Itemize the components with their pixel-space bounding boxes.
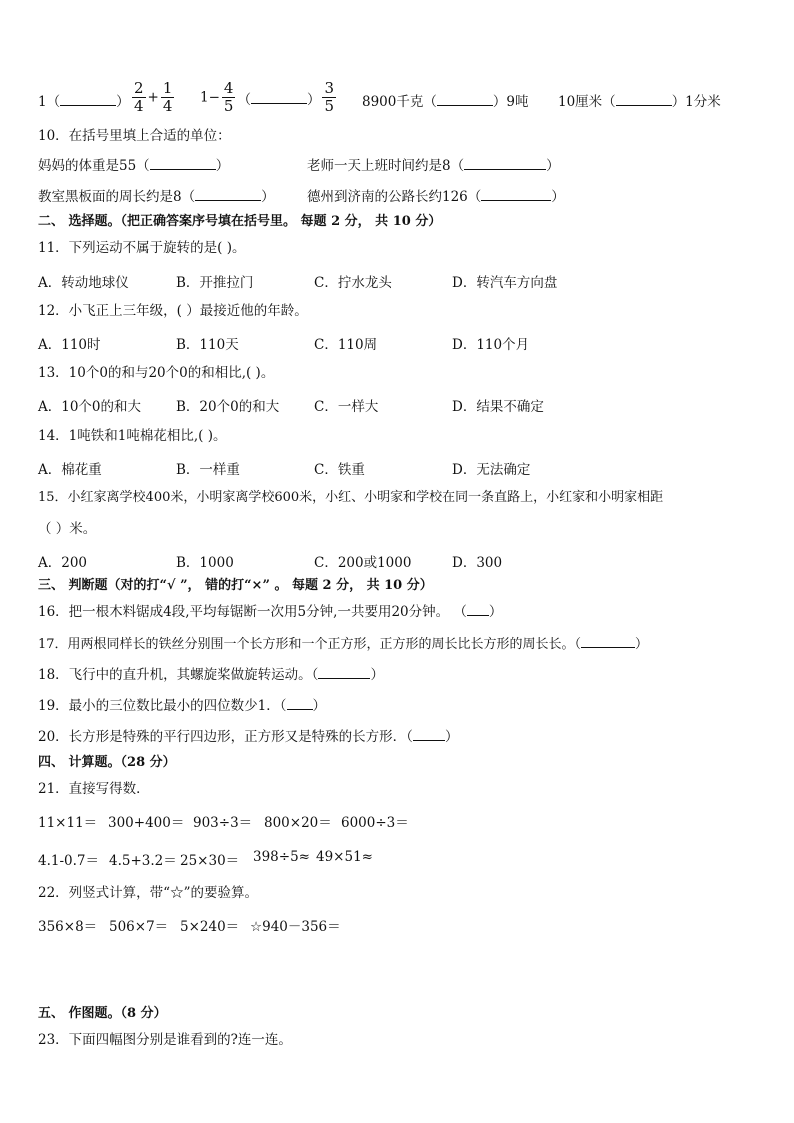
answer-blank[interactable] bbox=[437, 93, 493, 106]
q18: 18．飞行中的直升机，其螺旋桨做旋转运动。（ ） bbox=[38, 667, 384, 683]
answer-blank[interactable] bbox=[581, 635, 635, 648]
q21-item: 6000÷3＝ bbox=[341, 815, 409, 831]
q21-item: 4.5+3.2＝ bbox=[109, 853, 177, 869]
q21-item: 49×51≈ bbox=[316, 849, 373, 865]
q16: 16．把一根木料锯成4段,平均每锯断一次用5分钟,一共要用20分钟。 （ ） bbox=[38, 604, 503, 620]
q21-item: 4.1-0.7＝ bbox=[38, 853, 100, 869]
q14-option-d[interactable]: D．无法确定 bbox=[452, 462, 531, 478]
q20: 20．长方形是特殊的平行四边形，正方形又是特殊的长方形．（ ） bbox=[38, 729, 459, 745]
answer-blank[interactable] bbox=[287, 697, 313, 710]
q13-option-d[interactable]: D．结果不确定 bbox=[452, 399, 544, 415]
q23-title: 23．下面四幅图分别是谁看到的?连一连。 bbox=[38, 1032, 292, 1048]
q9-part-a: 1（ ） bbox=[38, 94, 130, 110]
q21-item: 25×30＝ bbox=[180, 853, 240, 869]
section-5-heading: 五、 作图题。（8 分） bbox=[38, 1006, 167, 1021]
q13-option-a[interactable]: A．10个0的和大 bbox=[38, 399, 142, 415]
answer-blank[interactable] bbox=[318, 666, 370, 679]
q15-stem-line2: （ ）米。 bbox=[38, 521, 97, 537]
section-3-heading: 三、 判断题（对的打“√ ”， 错的打“×” 。 每题 2 分， 共 10 分） bbox=[38, 578, 433, 593]
q12-option-d[interactable]: D．110个月 bbox=[452, 337, 530, 353]
q21-title: 21．直接写得数． bbox=[38, 781, 150, 797]
fraction-expression-1: $\frac{2}{4}$ + $\frac{1}{4}$ bbox=[134, 79, 173, 115]
q22-item: 356×8＝ bbox=[38, 919, 98, 935]
q21-item: 11×11＝ bbox=[38, 815, 98, 831]
q13-stem: 13．10个0的和与20个0的和相比,( )。 bbox=[38, 365, 275, 381]
answer-blank[interactable] bbox=[251, 91, 307, 104]
q22-item: 506×7＝ bbox=[109, 919, 169, 935]
q10-title: 10．在括号里填上合适的单位： bbox=[38, 128, 231, 144]
q14-option-b[interactable]: B．一样重 bbox=[176, 462, 240, 478]
answer-blank[interactable] bbox=[481, 188, 551, 201]
q10-item-a: 妈妈的体重是55（ ） bbox=[38, 158, 230, 174]
q17: 17．用两根同样长的铁丝分别围一个长方形和一个正方形，正方形的周长比长方形的周长长。（ ） bbox=[38, 637, 649, 652]
q13-option-b[interactable]: B．20个0的和大 bbox=[176, 399, 280, 415]
q14-stem: 14．1吨铁和1吨棉花相比,( )。 bbox=[38, 428, 227, 444]
answer-blank[interactable] bbox=[60, 93, 116, 106]
q21-item: 398÷5≈ bbox=[253, 849, 310, 865]
q22-item: 5×240＝ bbox=[180, 919, 240, 935]
section-4-heading: 四、 计算题。（28 分） bbox=[38, 755, 176, 770]
q12-option-a[interactable]: A．110时 bbox=[38, 337, 101, 353]
answer-blank[interactable] bbox=[195, 188, 261, 201]
q10-item-d: 德州到济南的公路长约126（ ） bbox=[307, 189, 565, 205]
q10-item-c: 教室黑板面的周长约是8（ ） bbox=[38, 189, 275, 205]
q15-option-b[interactable]: B．1000 bbox=[176, 555, 234, 571]
answer-blank[interactable] bbox=[467, 603, 489, 616]
q10-item-b: 老师一天上班时间约是8（ ） bbox=[307, 158, 560, 174]
answer-blank[interactable] bbox=[150, 157, 216, 170]
q15-option-d[interactable]: D．300 bbox=[452, 555, 503, 571]
answer-blank[interactable] bbox=[413, 728, 445, 741]
q11-option-b[interactable]: B．开推拉门 bbox=[176, 275, 254, 291]
q15-stem: 15．小红家离学校400米，小明家离学校600米，小红、小明家和学校在同一条直路上，小红家和小明家相距 bbox=[38, 490, 664, 505]
q21-item: 903÷3＝ bbox=[193, 815, 253, 831]
answer-blank[interactable] bbox=[464, 157, 546, 170]
q13-option-c[interactable]: C．一样大 bbox=[314, 399, 379, 415]
q9-row bbox=[38, 80, 758, 120]
q14-option-a[interactable]: A．棉花重 bbox=[38, 462, 102, 478]
q21-item: 800×20＝ bbox=[264, 815, 332, 831]
q19: 19．最小的三位数比最小的四位数少1．（ ） bbox=[38, 698, 327, 714]
q11-option-c[interactable]: C．拧水龙头 bbox=[314, 275, 392, 291]
q9-part-d: 10厘米（ ）1分米 bbox=[558, 94, 721, 110]
q22-item: ☆940－356＝ bbox=[250, 919, 341, 935]
fraction: $\frac{4}{5}$ bbox=[223, 79, 234, 115]
q15-option-a[interactable]: A．200 bbox=[38, 555, 88, 571]
q11-option-a[interactable]: A．转动地球仪 bbox=[38, 275, 129, 291]
q9-part-b: 1− $\frac{4}{5}$ （ ） $\frac{3}{5}$ bbox=[200, 79, 334, 115]
q11-stem: 11．下列运动不属于旋转的是( )。 bbox=[38, 240, 246, 256]
section-2-heading: 二、 选择题。（把正确答案序号填在括号里。 每题 2 分， 共 10 分） bbox=[38, 214, 442, 229]
fraction: $\frac{3}{5}$ bbox=[324, 79, 334, 115]
q12-option-b[interactable]: B．110天 bbox=[176, 337, 239, 353]
fraction: $\frac{2}{4}$ bbox=[134, 79, 144, 115]
q11-option-d[interactable]: D．转汽车方向盘 bbox=[452, 275, 558, 291]
q9-part-c: 8900千克（ ）9吨 bbox=[362, 94, 529, 110]
q14-option-c[interactable]: C．铁重 bbox=[314, 462, 365, 478]
q22-title: 22．列竖式计算，带“☆”的要验算。 bbox=[38, 885, 258, 901]
q21-item: 300+400＝ bbox=[108, 815, 185, 831]
answer-blank[interactable] bbox=[616, 93, 672, 106]
q15-option-c[interactable]: C．200或1000 bbox=[314, 555, 412, 571]
q12-stem: 12．小飞正上三年级，( ）最接近他的年龄。 bbox=[38, 303, 308, 319]
fraction: $\frac{1}{4}$ bbox=[162, 79, 173, 115]
q12-option-c[interactable]: C．110周 bbox=[314, 337, 378, 353]
